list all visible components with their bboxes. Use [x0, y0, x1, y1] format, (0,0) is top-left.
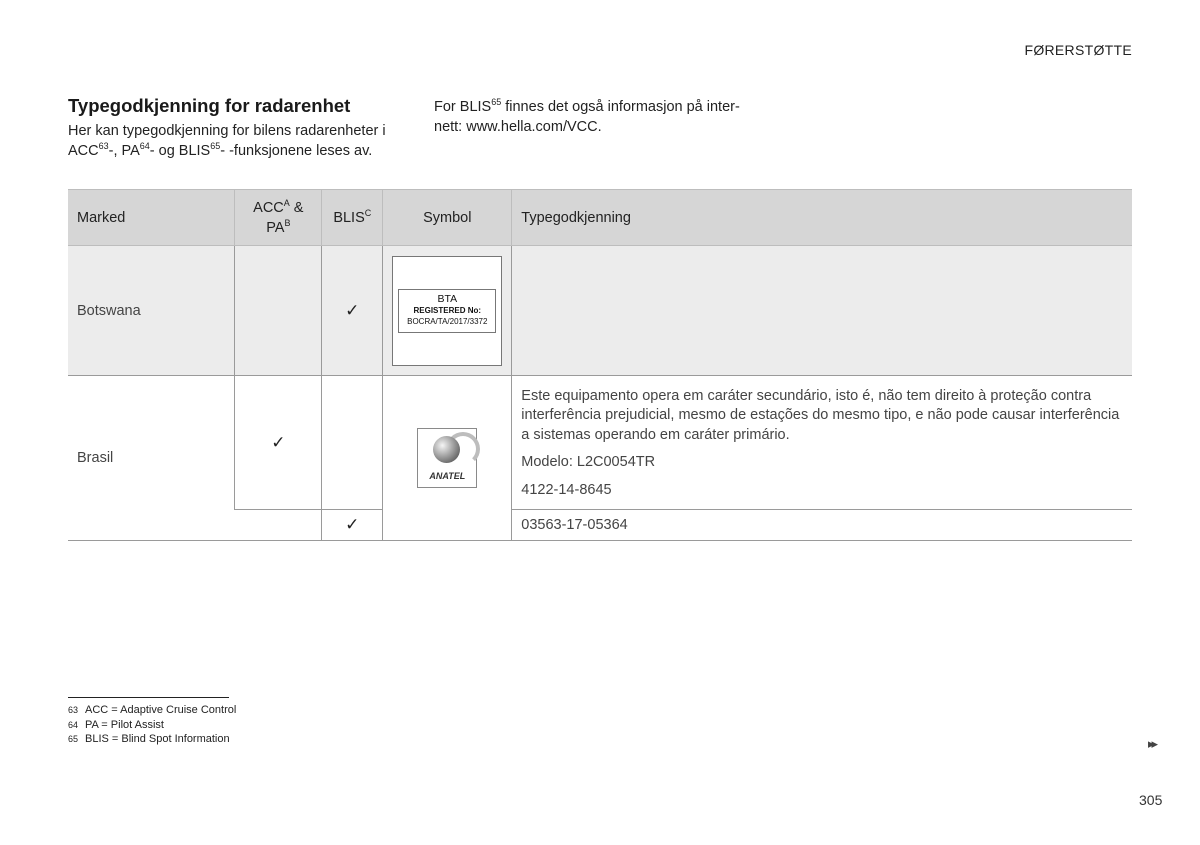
- header-blis-label: BLIS: [333, 209, 365, 226]
- approval-notice: Este equipamento opera em caráter secundário, isto é, não tem direito à proteção contra interferência prejudicial, mesmo de estações do mesmo tipo, e não pode causar interferência a sistemas operando em caráter primário.: [521, 387, 1120, 443]
- footnote-ref-65-info[interactable]: 65: [491, 97, 502, 108]
- intro-text-part-1: Her kan typegodkjenning for bilens radarenheter i ACC: [68, 123, 386, 159]
- bta-label-line3: BOCRA/TA/2017/3372: [407, 316, 488, 326]
- blis-check-icon: ✓: [322, 510, 383, 541]
- bta-registration-label: [392, 256, 502, 366]
- header-approval: Typegodkjenning: [512, 190, 1132, 246]
- header-acc-label: ACC: [253, 199, 284, 216]
- approval-model: Modelo: L2C0054TR: [521, 454, 656, 471]
- header-pa-label: PA: [266, 219, 285, 236]
- header-marked: Marked: [68, 190, 235, 246]
- header-blis: [322, 190, 383, 246]
- symbol-cell: [383, 246, 512, 376]
- footnote-text: BLIS = Blind Spot Information: [85, 733, 230, 745]
- bta-label-line1: BTA: [437, 292, 458, 305]
- header-acc-and: &: [289, 199, 304, 216]
- footnote-item: [68, 703, 236, 718]
- header-pa-sup: B: [284, 217, 291, 228]
- intro-text: [68, 121, 408, 161]
- anatel-logo-icon: [417, 428, 477, 488]
- bta-label-line2: REGISTERED No:: [413, 305, 482, 315]
- type-approval-table: [68, 189, 1132, 541]
- header-blis-sup: C: [364, 207, 372, 218]
- footnote-text: PA = Pilot Assist: [85, 718, 164, 731]
- market-cell: Botswana: [68, 246, 235, 376]
- footnote-ref-65[interactable]: 65: [210, 141, 221, 152]
- acc-pa-cell: [235, 510, 322, 541]
- info-text-part-3: nett: www.hella.com/VCC.: [434, 119, 602, 135]
- market-cell: Brasil: [68, 376, 235, 541]
- header-acc-pa: [235, 190, 322, 246]
- approval-cell: [512, 246, 1132, 376]
- info-text: [434, 97, 774, 137]
- footnote-number: 64: [68, 719, 79, 730]
- page-title: Typegodkjenning for radarenhet: [68, 95, 351, 116]
- footnote-number: 63: [68, 705, 79, 715]
- header-symbol: Symbol: [383, 190, 512, 246]
- table-row-brasil: [68, 376, 1132, 510]
- blis-cell: [322, 376, 383, 510]
- footnote-number: 65: [68, 734, 79, 744]
- footnote-item: [68, 718, 236, 733]
- intro-text-part-4: - -funksjonene leses av.: [220, 143, 373, 159]
- footnote-ref-64[interactable]: 64: [139, 141, 150, 152]
- blis-check-icon: ✓: [322, 246, 383, 376]
- header-acc-sup: A: [283, 197, 290, 208]
- approval-number: 03563-17-05364: [512, 510, 1132, 541]
- acc-pa-cell: [235, 246, 322, 376]
- section-header: FØRERSTØTTE: [1024, 42, 1132, 58]
- footnote-ref-63[interactable]: 63: [98, 141, 109, 152]
- acc-pa-check-icon: ✓: [235, 376, 322, 510]
- table-header-row: [68, 190, 1132, 246]
- intro-text-part-2: -, PA: [108, 143, 140, 159]
- footnote-item: [68, 732, 236, 747]
- info-text-part-1: For BLIS: [434, 99, 492, 115]
- intro-text-part-3: - og BLIS: [149, 143, 211, 159]
- approval-number: 4122-14-8645: [521, 481, 612, 498]
- info-text-part-2: finnes det også informasjon på inter-: [501, 99, 740, 115]
- footnote-divider: [68, 697, 229, 698]
- page-number: 305: [1139, 792, 1163, 808]
- bta-registration-box: [398, 289, 496, 333]
- table-row-botswana: [68, 246, 1132, 376]
- footnote-text: ACC = Adaptive Cruise Control: [85, 704, 237, 716]
- approval-cell: [512, 376, 1132, 510]
- symbol-cell: [383, 376, 512, 541]
- footnotes: [68, 703, 236, 747]
- next-page-icon[interactable]: ▸▸: [1148, 736, 1156, 751]
- anatel-logo-text: ANATEL: [429, 471, 466, 481]
